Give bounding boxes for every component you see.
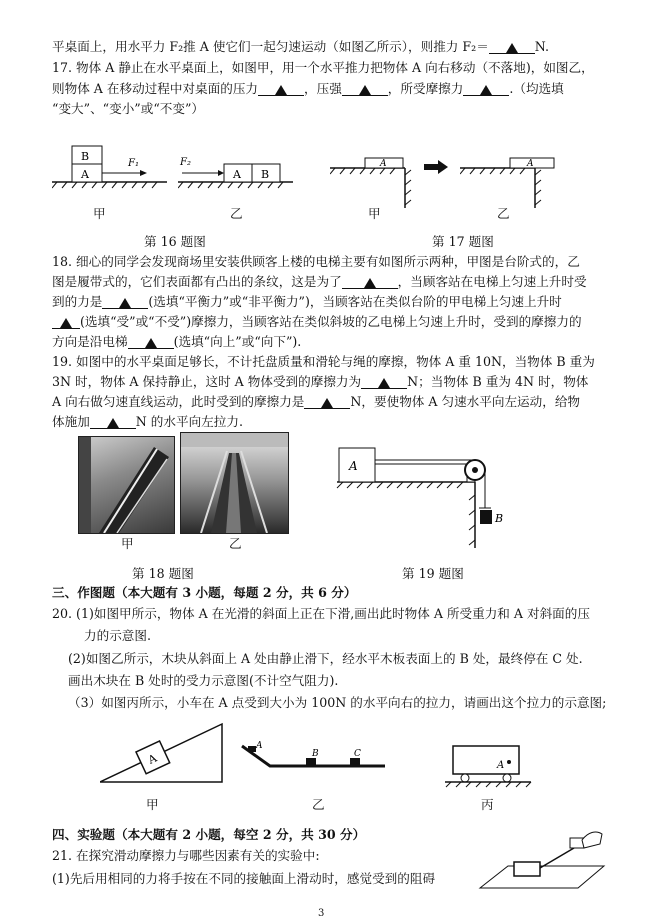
answer-blank bbox=[102, 295, 148, 309]
q19-text: N；当物体 B 重为 4N 时，物体 bbox=[407, 374, 589, 389]
fig19-diagram bbox=[335, 440, 515, 550]
q17-text: ，所受摩擦力 bbox=[387, 81, 464, 96]
svg-text:A: A bbox=[146, 751, 159, 767]
q21-line2: (1)先后用相同的力将手按在不同的接触面上滑动时，感觉受到的阻碍 bbox=[52, 871, 436, 886]
answer-blank bbox=[128, 335, 174, 349]
fig21-hand-block bbox=[478, 826, 608, 896]
fig17-yi bbox=[460, 150, 570, 210]
fig17-caption: 第 17 题图 bbox=[432, 234, 494, 249]
q17-text: ，压强 bbox=[304, 81, 342, 96]
q18-text: (选填“向上”或“向下”). bbox=[173, 334, 302, 349]
q19-text: 3N 时，物体 A 保持静止，这时 A 物体受到的摩擦力为 bbox=[52, 374, 362, 389]
fig16-jia bbox=[52, 140, 172, 210]
answer-blank bbox=[463, 82, 509, 96]
block-B-label: B bbox=[81, 150, 90, 163]
svg-text:F₂: F₂ bbox=[180, 157, 191, 168]
triangle-icon bbox=[60, 318, 72, 328]
triangle-icon bbox=[359, 85, 371, 95]
svg-text:C: C bbox=[354, 749, 361, 759]
svg-text:B: B bbox=[261, 168, 270, 181]
q20-line4: 画出木块在 B 处时的受力示意图(不计空气阻力). bbox=[68, 673, 339, 688]
triangle-icon bbox=[321, 398, 333, 408]
fig20-bing-label: 丙 bbox=[481, 797, 494, 812]
q18-text: 图是履带式的，它们表面都有凸出的条纹，这是为了 bbox=[52, 274, 342, 289]
q18-text: 方向是沿电梯 bbox=[52, 334, 128, 349]
q18-text: 到的力是 bbox=[52, 294, 103, 309]
escalator-photo-yi bbox=[180, 432, 289, 534]
fig17-yi-label: 乙 bbox=[497, 206, 510, 221]
q19-text: N，要使物体 A 匀速水平向左运动，给物 bbox=[350, 394, 581, 409]
triangle-icon bbox=[506, 43, 518, 53]
fig16-caption: 第 16 题图 bbox=[144, 234, 206, 249]
q17-line3: “变大”、“变小”或“不变”） bbox=[52, 101, 204, 116]
q19-text: A 向右做匀速直线运动，此时受到的摩擦力是 bbox=[52, 394, 305, 409]
svg-text:A: A bbox=[233, 168, 241, 181]
svg-text:A: A bbox=[380, 159, 387, 169]
section3-heading: 三、作图题（本大题有 3 小题，每题 2 分，共 6 分） bbox=[52, 585, 357, 600]
q16-text: 平桌面上，用水平力 F₂推 A 使它们一起匀速运动（如图乙所示），则推力 F₂＝ bbox=[52, 39, 489, 54]
arrow-right-icon bbox=[424, 160, 448, 174]
svg-text:A: A bbox=[256, 741, 263, 751]
fig20-jia-label: 甲 bbox=[146, 797, 159, 812]
svg-text:B: B bbox=[495, 512, 504, 525]
svg-text:F₁: F₁ bbox=[128, 158, 139, 169]
fig20-jia bbox=[100, 722, 230, 792]
q18-text: (选填“受”或“不受”)摩擦力，当顾客站在类似斜坡的乙电梯上匀速上升时，受到的摩擦力的 bbox=[80, 314, 582, 329]
section4-heading: 四、实验题（本大题有 2 小题，每空 2 分，共 30 分） bbox=[52, 827, 366, 842]
q18-text: (选填“平衡力”或“非平衡力”)，当顾客站在类似台阶的甲电梯上匀速上升时 bbox=[148, 294, 562, 309]
fig18-yi-label: 乙 bbox=[229, 536, 242, 551]
fig16-yi bbox=[178, 140, 298, 210]
q20-line5: （3）如图丙所示，小车在 A 点受到大小为 100N 的水平向右的拉力，请画出这个拉力的示意图; bbox=[68, 695, 607, 710]
answer-blank bbox=[258, 82, 304, 96]
q18-text: ，当顾客站在电梯上匀速上升时受 bbox=[397, 274, 587, 289]
q19-line1: 19. 如图中的水平桌面足够长，不计托盘质量和滑轮与绳的摩擦，物体 A 重 10N，当物体 B 重为 bbox=[52, 354, 595, 369]
q19-text: 体施加 bbox=[52, 414, 90, 429]
triangle-icon bbox=[107, 418, 119, 428]
q21-line1: 21. 在探究滑动摩擦力与哪些因素有关的实验中: bbox=[52, 848, 320, 863]
svg-text:B: B bbox=[312, 749, 319, 759]
answer-blank bbox=[342, 275, 398, 289]
answer-blank bbox=[489, 40, 535, 54]
answer-blank bbox=[342, 82, 388, 96]
svg-text:A: A bbox=[527, 159, 534, 169]
svg-text:A: A bbox=[349, 459, 358, 473]
q20-line3: (2)如图乙所示，木块从斜面上 A 处由静止滑下，经水平木板表面上的 B 处，最终停在 C 处. bbox=[68, 651, 583, 666]
escalator-photo-jia bbox=[78, 436, 175, 534]
fig17-jia bbox=[330, 150, 420, 210]
triangle-icon bbox=[378, 378, 390, 388]
svg-text:A: A bbox=[497, 760, 505, 771]
triangle-icon bbox=[145, 338, 157, 348]
answer-blank bbox=[52, 315, 80, 329]
fig20-yi-label: 乙 bbox=[312, 797, 325, 812]
q19-text: N 的水平向左拉力. bbox=[135, 414, 243, 429]
triangle-icon bbox=[364, 278, 376, 288]
block-A-label: A bbox=[81, 168, 89, 181]
fig19-caption: 第 19 题图 bbox=[402, 566, 464, 581]
fig17-jia-label: 甲 bbox=[368, 206, 381, 221]
q18-line1: 18. 细心的同学会发现商场里安装供顾客上楼的电梯主要有如图所示两种，甲图是台阶式的，乙 bbox=[52, 254, 580, 269]
unit-text: N. bbox=[534, 39, 550, 54]
q20-line1: 20. (1)如图甲所示，物体 A 在光滑的斜面上正在下滑,画出此时物体 A 所受重力和 A 对斜面的压 bbox=[52, 606, 590, 621]
answer-blank bbox=[90, 415, 136, 429]
fig20-yi bbox=[240, 738, 390, 778]
fig16-jia-label: 甲 bbox=[93, 206, 106, 221]
q20-line2: 力的示意图. bbox=[84, 628, 151, 643]
triangle-icon bbox=[275, 85, 287, 95]
q17-text: .（均选填 bbox=[509, 81, 564, 96]
fig18-caption: 第 18 题图 bbox=[132, 566, 194, 581]
answer-blank bbox=[304, 395, 350, 409]
triangle-icon bbox=[119, 298, 131, 308]
fig20-bing bbox=[445, 740, 535, 790]
page-number: 3 bbox=[318, 908, 325, 919]
fig18-jia-label: 甲 bbox=[121, 536, 134, 551]
answer-blank bbox=[361, 375, 407, 389]
q17-text: 则物体 A 在移动过程中对桌面的压力 bbox=[52, 81, 259, 96]
q17-line1: 17. 物体 A 静止在水平桌面上，如图甲，用一个水平推力把物体 A 向右移动（不落地)，如图乙， bbox=[52, 60, 594, 75]
triangle-icon bbox=[480, 85, 492, 95]
fig16-yi-label: 乙 bbox=[230, 206, 243, 221]
